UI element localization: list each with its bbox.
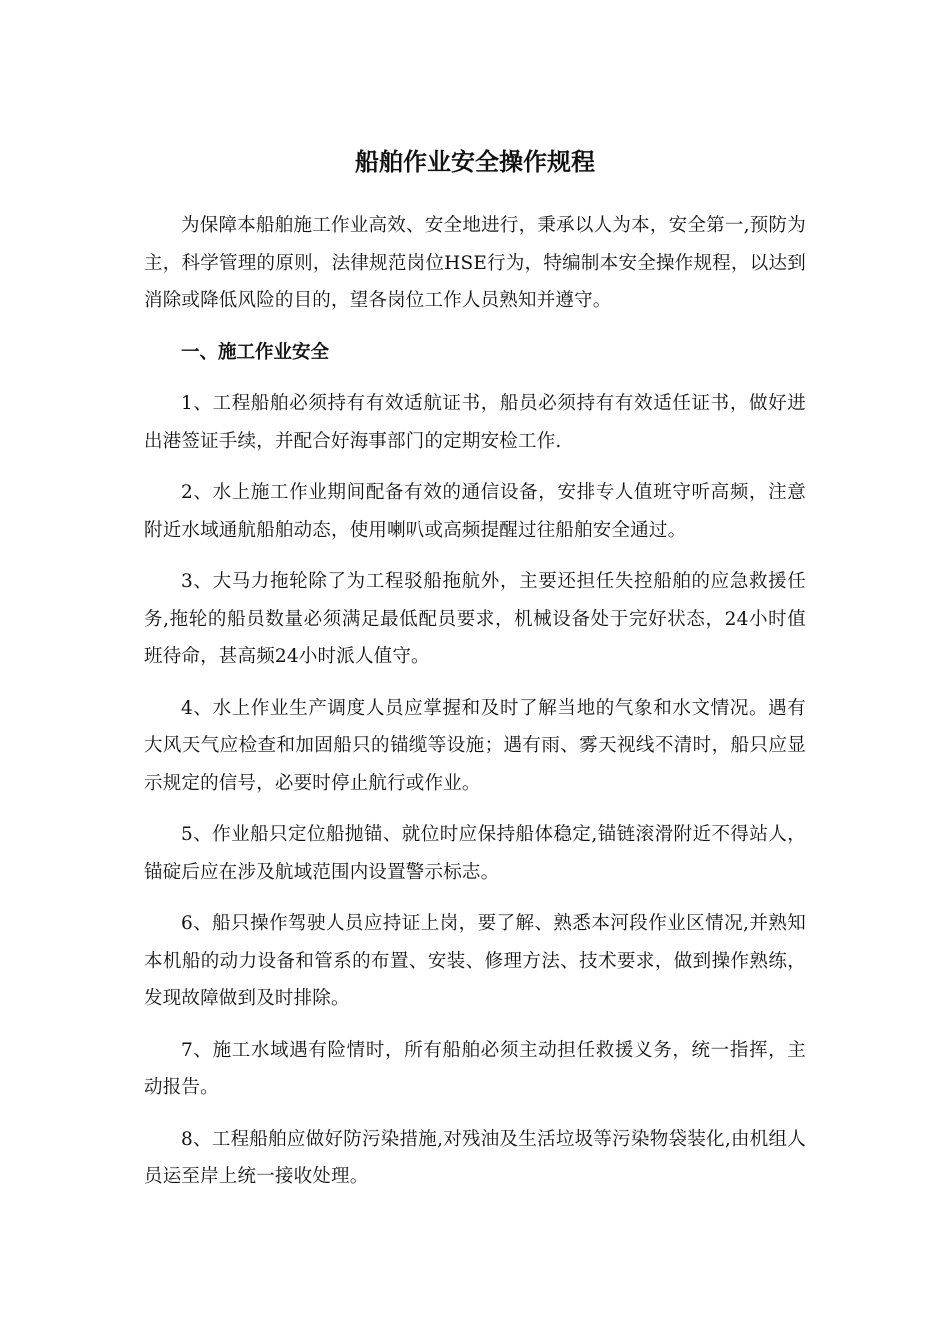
section-heading: 一、施工作业安全 (181, 341, 330, 363)
list-item: 4、水上作业生产调度人员应掌握和及时了解当地的气象和水文情况。遇有大风天气应检查和加固船只的锚缆等设施；遇有雨、雾天视线不清时，船只应显示规定的信号，必要时停止航行或作业。 (144, 697, 806, 794)
document-body (144, 207, 806, 1210)
intro-paragraph: 为保障本船舶施工作业高效、安全地进行，秉承以人为本，安全第一,预防为主，科学管理的原则，法律规范岗位HSE行为，特编制本安全操作规程，以达到消除或降低风险的目的，望各岗位工作人员熟知并遵守。 (144, 215, 806, 311)
list-item: 7、施工水域遇有险情时，所有船舶必须主动担任救援义务，统一指挥，主动报告。 (144, 1039, 806, 1098)
list-item: 1、工程船舶必须持有有效适航证书，船员必须持有有效适任证书，做好进出港签证手续，并配合好海事部门的定期安检工作. (144, 393, 806, 452)
document-title: 船舶作业安全操作规程 (355, 148, 595, 176)
list-item: 5、作业船只定位船抛锚、就位时应保持船体稳定,锚链滚滑附近不得站人，锚碇后应在涉及航域范围内设置警示标志。 (144, 824, 806, 883)
list-item: 2、水上施工作业期间配备有效的通信设备，安排专人值班守听高频，注意附近水域通航船舶动态，使用喇叭或高频提醒过往船舶安全通过。 (144, 482, 806, 541)
list-item: 6、船只操作驾驶人员应持证上岗，要了解、熟悉本河段作业区情况,并熟知本机船的动力设备和管系的布置、安装、修理方法、技术要求，做到操作熟练，发现故障做到及时排除。 (144, 913, 806, 1009)
list-item: 3、大马力拖轮除了为工程驳船拖航外，主要还担任失控船舶的应急救援任务,拖轮的船员数量必须满足最低配员要求，机械设备处于完好状态，24小时值班待命，甚高频24小时派人值守。 (144, 571, 806, 667)
list-item: 8、工程船舶应做好防污染措施,对残油及生活垃圾等污染物袋装化,由机组人员运至岸上统一接收处理。 (144, 1128, 806, 1187)
